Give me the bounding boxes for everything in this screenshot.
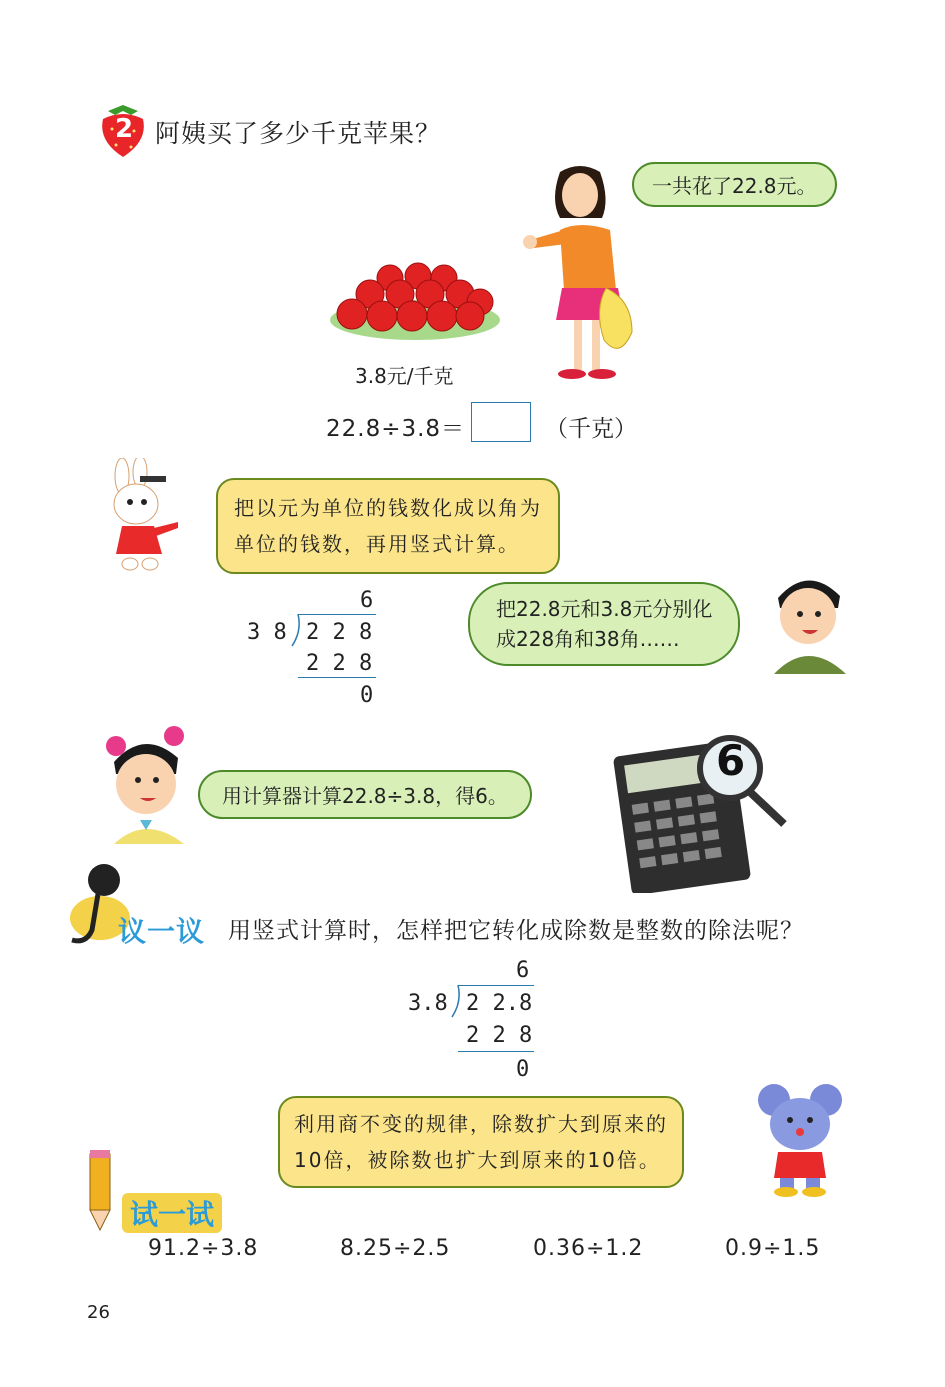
discuss-label: 议一议 (118, 915, 206, 948)
division2-bracket-curve (450, 984, 462, 1018)
division2-quotient: 6 (516, 958, 530, 983)
calculator-illustration (612, 728, 792, 893)
division2-remainder: 0 (516, 1057, 530, 1082)
boy-illustration (768, 568, 850, 674)
rabbit-bubble-line2: 单位的钱数，再用竖式计算。 (234, 532, 520, 556)
pencil-icon (80, 1150, 120, 1232)
division1-dividend: 2 2 8 (306, 620, 373, 645)
mouse-speech-bubble (278, 1096, 684, 1188)
division1-divisor: 3 8 (247, 620, 287, 645)
division2-bracket-top (458, 985, 534, 986)
discuss-question: 用竖式计算时，怎样把它转化成除数是整数的除法呢？ (228, 918, 804, 944)
page-number: 26 (87, 1302, 110, 1323)
apple-pile-illustration (330, 260, 500, 340)
exercise-4: 0.9÷1.5 (725, 1236, 821, 1261)
division2-product: 2 2 8 (466, 1023, 533, 1048)
division1-remainder: 0 (360, 683, 374, 708)
woman-speech-bubble: 一共花了22.8元。 (632, 162, 837, 207)
division2-divisor: 3.8 (408, 991, 448, 1016)
division-equation: 22.8÷3.8＝ (326, 416, 466, 442)
question-title: 阿姨买了多少千克苹果？ (155, 119, 442, 148)
boy-bubble-line1: 把22.8元和3.8元分别化 (496, 597, 713, 621)
calculator-display-value: 6 (716, 736, 746, 785)
exercise-2: 8.25÷2.5 (340, 1236, 451, 1261)
question-number: 2 (114, 114, 134, 144)
division1-bracket-top (298, 614, 376, 615)
division1-bracket-curve (290, 613, 302, 647)
division2-subtraction-line (458, 1051, 534, 1052)
apple-price-label: 3.8元/千克 (355, 364, 454, 388)
division1-subtraction-line (298, 677, 376, 678)
division1-product: 2 2 8 (306, 651, 373, 676)
boy-speech-bubble (468, 582, 740, 666)
girl-speech-bubble: 用计算器计算22.8÷3.8，得6。 (198, 770, 532, 819)
division2-dividend: 2 2.8 (466, 991, 533, 1016)
boy-bubble-line2: 成228角和38角…… (496, 627, 680, 651)
try-label: 试一试 (122, 1193, 222, 1233)
mouse-illustration (750, 1082, 850, 1197)
exercise-1: 91.2÷3.8 (148, 1236, 259, 1261)
rabbit-teacher-illustration (100, 458, 182, 573)
rabbit-bubble-line1: 把以元为单位的钱数化成以角为 (234, 496, 542, 520)
rabbit-speech-bubble (216, 478, 560, 574)
woman-illustration (520, 160, 650, 382)
answer-box[interactable] (471, 402, 531, 442)
equation-unit: （千克） (545, 416, 637, 442)
girl-illustration (100, 722, 190, 844)
division1-quotient: 6 (360, 588, 374, 613)
mouse-bubble-line1: 利用商不变的规律，除数扩大到原来的 (294, 1112, 668, 1136)
exercise-3: 0.36÷1.2 (533, 1236, 644, 1261)
mouse-bubble-line2: 10倍，被除数也扩大到原来的10倍。 (294, 1148, 661, 1172)
